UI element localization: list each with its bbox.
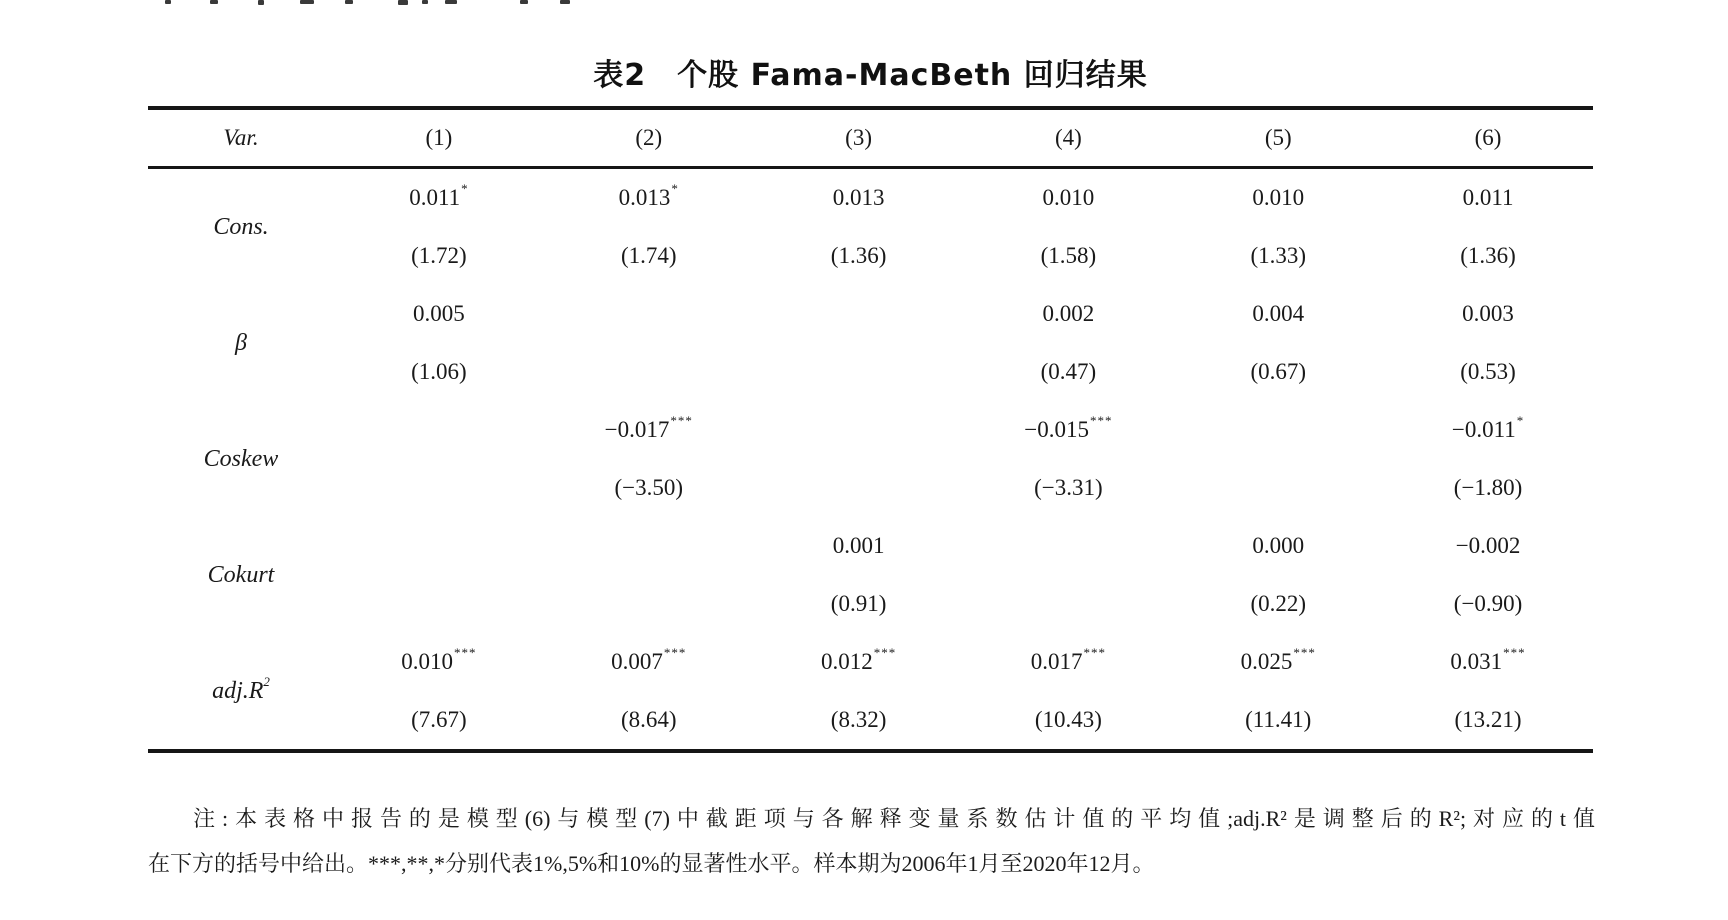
data-cell (1383, 401, 1593, 517)
header-model-5: (5) (1264, 125, 1292, 150)
coefficient-value (544, 517, 754, 575)
coefficient-value (544, 285, 754, 343)
significance-stars: *** (1293, 645, 1316, 660)
coefficient-value: 0.003 (1462, 301, 1514, 326)
significance-stars: *** (670, 413, 693, 428)
data-cell (334, 285, 544, 401)
significance-stars: *** (1083, 645, 1107, 660)
data-cell (1173, 401, 1383, 517)
t-statistic: (10.43) (1034, 707, 1102, 732)
t-statistic: (11.41) (1245, 707, 1312, 732)
header-model-6: (6) (1474, 125, 1502, 150)
data-cell (1383, 169, 1593, 285)
data-cell (754, 401, 964, 517)
t-statistic: (−1.80) (1453, 475, 1523, 500)
t-statistic: (8.64) (620, 707, 677, 732)
data-cell (1173, 169, 1383, 285)
data-cell (963, 285, 1173, 401)
coefficient-value: 0.005 (413, 301, 465, 326)
significance-stars: *** (873, 645, 897, 660)
coefficient-value (754, 285, 964, 343)
t-statistic: (7.67) (411, 707, 467, 732)
coefficient-value (963, 517, 1173, 575)
data-cell (334, 169, 544, 285)
table-title: 表2 个股 Fama-MacBeth 回归结果 (593, 58, 1148, 93)
t-statistic (544, 343, 754, 401)
coefficient-value: 0.010 *** (401, 645, 477, 674)
coefficient-value: 0.004 (1252, 301, 1305, 326)
t-statistic (963, 575, 1173, 633)
t-statistic: (1.58) (1040, 243, 1097, 268)
data-cell (963, 633, 1173, 749)
coefficient-value: 0.001 (832, 533, 885, 558)
t-statistic (754, 343, 964, 401)
coefficient-value: 0.025 *** (1240, 645, 1316, 674)
data-cell (1383, 285, 1593, 401)
table-row (148, 285, 1593, 401)
t-statistic: (1.74) (620, 243, 677, 268)
t-statistic: (1.33) (1250, 243, 1307, 268)
coefficient-value: 0.002 (1042, 301, 1095, 326)
significance-stars: *** (663, 645, 687, 660)
coefficient-value: 0.017 *** (1030, 645, 1107, 674)
data-cell (963, 517, 1173, 633)
t-statistic: (1.36) (1460, 243, 1516, 268)
data-cell (963, 169, 1173, 285)
coefficient-value: −0.015 *** (1024, 413, 1113, 442)
t-statistic (1173, 459, 1383, 517)
significance-stars: * (461, 181, 469, 196)
t-statistic: (−0.90) (1453, 591, 1523, 616)
header-model-4: (4) (1054, 125, 1082, 150)
variable-label: Coskew (203, 445, 279, 472)
data-cell (544, 517, 754, 633)
data-cell (1383, 517, 1593, 633)
data-cell (963, 401, 1173, 517)
data-cell (1173, 285, 1383, 401)
significance-stars: *** (1090, 413, 1113, 428)
t-statistic (754, 459, 964, 517)
t-statistic: (0.67) (1250, 359, 1307, 384)
t-statistic: (0.91) (830, 591, 887, 616)
data-cell (1173, 633, 1383, 749)
t-statistic: (−3.50) (614, 475, 684, 500)
header-model-1: (1) (425, 125, 453, 150)
significance-stars: *** (1503, 645, 1526, 660)
t-statistic: (0.47) (1040, 359, 1097, 384)
data-cell (334, 517, 544, 633)
note-line-1: 注:本表格中报告的是模型(6)与模型(7)中截距项与各解释变量系数估计值的平均值;adj.R²是调整后的R²;对应的t值 (193, 806, 1595, 831)
significance-stars: * (671, 181, 679, 196)
coefficient-value: 0.011 (1462, 185, 1514, 210)
coefficient-value: 0.013 (832, 185, 885, 210)
coefficient-value: 0.013 * (618, 181, 679, 210)
note-line-2: 在下方的括号中给出。***,**,*分别代表1%,5%和10%的显著性水平。样本期为2006年1月至2020年12月。 (148, 851, 1155, 876)
variable-label: Cokurt (207, 561, 275, 588)
coefficient-value: 0.010 (1252, 185, 1305, 210)
t-statistic: (−3.31) (1034, 475, 1103, 500)
data-cell (754, 517, 964, 633)
data-cell (544, 633, 754, 749)
coefficient-value: 0.007 *** (611, 645, 687, 674)
significance-stars: *** (454, 645, 477, 660)
coefficient-value: −0.011 * (1451, 413, 1525, 442)
variable-label: adj.R 2 (212, 674, 270, 704)
data-cell (544, 169, 754, 285)
coefficient-value: −0.017 *** (604, 413, 693, 442)
t-statistic: (8.32) (830, 707, 887, 732)
t-statistic (334, 575, 544, 633)
data-cell (1173, 517, 1383, 633)
data-cell (754, 169, 964, 285)
coefficient-value: −0.002 (1455, 533, 1521, 558)
variable-label: Cons. (213, 213, 269, 240)
coefficient-value: 0.031 *** (1450, 645, 1526, 674)
coefficient-value: 0.010 (1042, 185, 1095, 210)
header-var: Var. (223, 125, 259, 150)
data-cell (334, 401, 544, 517)
t-statistic: (1.72) (411, 243, 467, 268)
variable-label: β (235, 329, 247, 356)
table-body (148, 169, 1593, 749)
cropped-line-artifact (0, 0, 1728, 8)
coefficient-value (754, 401, 964, 459)
table-note (148, 796, 1595, 886)
data-cell (334, 633, 544, 749)
table-row (148, 517, 1593, 633)
t-statistic (544, 575, 754, 633)
header-model-2: (2) (635, 125, 663, 150)
t-statistic: (0.22) (1250, 591, 1307, 616)
coefficient-value (334, 401, 544, 459)
coefficient-value (1173, 401, 1383, 459)
coefficient-value: 0.000 (1252, 533, 1305, 558)
label-superscript: 2 (263, 674, 270, 689)
table-row (148, 633, 1593, 749)
table-row (148, 169, 1593, 285)
coefficient-value: 0.011 * (409, 181, 469, 210)
data-cell (544, 401, 754, 517)
data-cell (754, 285, 964, 401)
table-header-row (148, 110, 1593, 169)
data-cell (754, 633, 964, 749)
header-model-3: (3) (845, 125, 872, 150)
t-statistic: (1.36) (830, 243, 887, 268)
significance-stars: * (1516, 413, 1525, 428)
t-statistic: (1.06) (411, 359, 467, 384)
t-statistic: (13.21) (1454, 707, 1522, 732)
regression-table (148, 106, 1593, 753)
t-statistic (334, 459, 544, 517)
data-cell (1383, 633, 1593, 749)
t-statistic: (0.53) (1460, 359, 1516, 384)
data-cell (544, 285, 754, 401)
coefficient-value (334, 517, 544, 575)
table-row (148, 401, 1593, 517)
coefficient-value: 0.012 *** (820, 645, 897, 674)
